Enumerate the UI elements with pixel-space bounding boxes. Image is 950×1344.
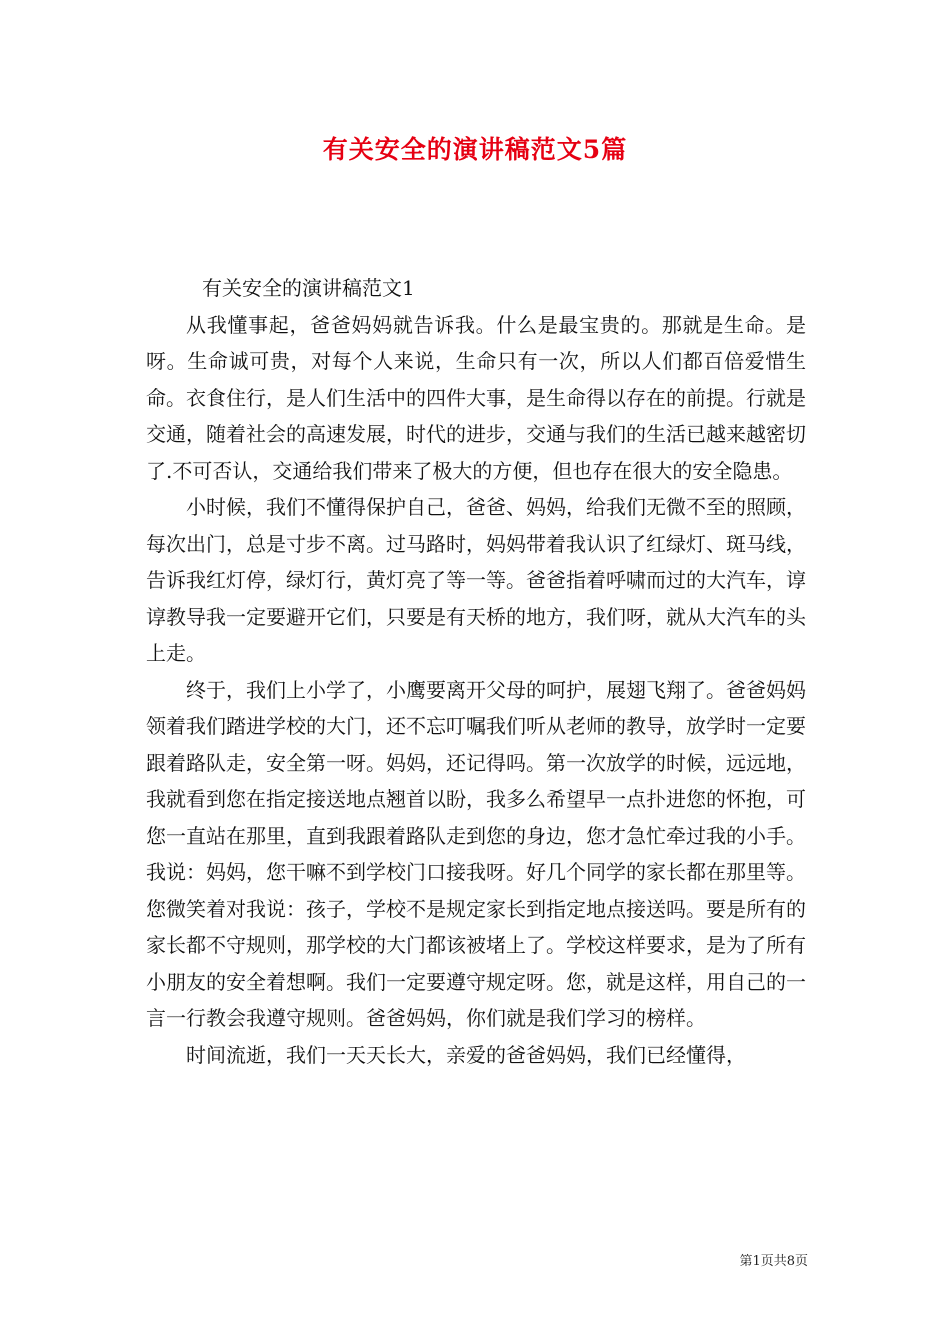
section-heading: 有关安全的演讲稿范文1	[202, 276, 415, 300]
paragraph: 从我懂事起，爸爸妈妈就告诉我。什么是最宝贵的。那就是生命。是呀。生命诚可贵，对每个人来说，生命只有一次，所以人们都百倍爱惜生命。衣食住行，是人们生活中的四件大事，是生命得以存在的前提。行就是交通，随着社会的高速发展，时代的进步，交通与我们的生活已越来越密切了.不可否认，交通给我们带来了极大的方便，但也存在很大的安全隐患。	[146, 312, 806, 483]
document-title: 有关安全的演讲稿范文5篇	[322, 135, 628, 164]
document-body	[146, 270, 806, 1073]
page-number-footer: 第1页共8页	[739, 1254, 808, 1269]
paragraph: 小时候，我们不懂得保护自己，爸爸、妈妈，给我们无微不至的照顾，每次出门，总是寸步不离。过马路时，妈妈带着我认识了红绿灯、斑马线，告诉我红灯停，绿灯行，黄灯亮了等一等。爸爸指着呼啸而过的大汽车，谆谆教导我一定要避开它们，只要是有天桥的地方，我们呀，就从大汽车的头上走。	[146, 495, 806, 665]
paragraph: 终于，我们上小学了，小鹰要离开父母的呵护，展翅飞翔了。爸爸妈妈领着我们踏进学校的大门，还不忘叮嘱我们听从老师的教导，放学时一定要跟着路队走，安全第一呀。妈妈，还记得吗。第一次放学的时候，远远地，我就看到您在指定接送地点翘首以盼，我多么希望早一点扑进您的怀抱，可您一直站在那里，直到我跟着路队走到您的身边，您才急忙牵过我的小手。我说：妈妈，您干嘛不到学校门口接我呀。好几个同学的家长都在那里等。您微笑着对我说：孩子，学校不是规定家长到指定地点接送吗。要是所有的家长都不守规则，那学校的大门都该被堵上了。学校这样要求，是为了所有小朋友的安全着想啊。我们一定要遵守规定呀。您，就是这样，用自己的一言一行教会我遵守规则。爸爸妈妈，你们就是我们学习的榜样。	[146, 677, 806, 1030]
paragraph: 时间流逝，我们一天天长大，亲爱的爸爸妈妈，我们已经懂得，	[186, 1042, 746, 1067]
